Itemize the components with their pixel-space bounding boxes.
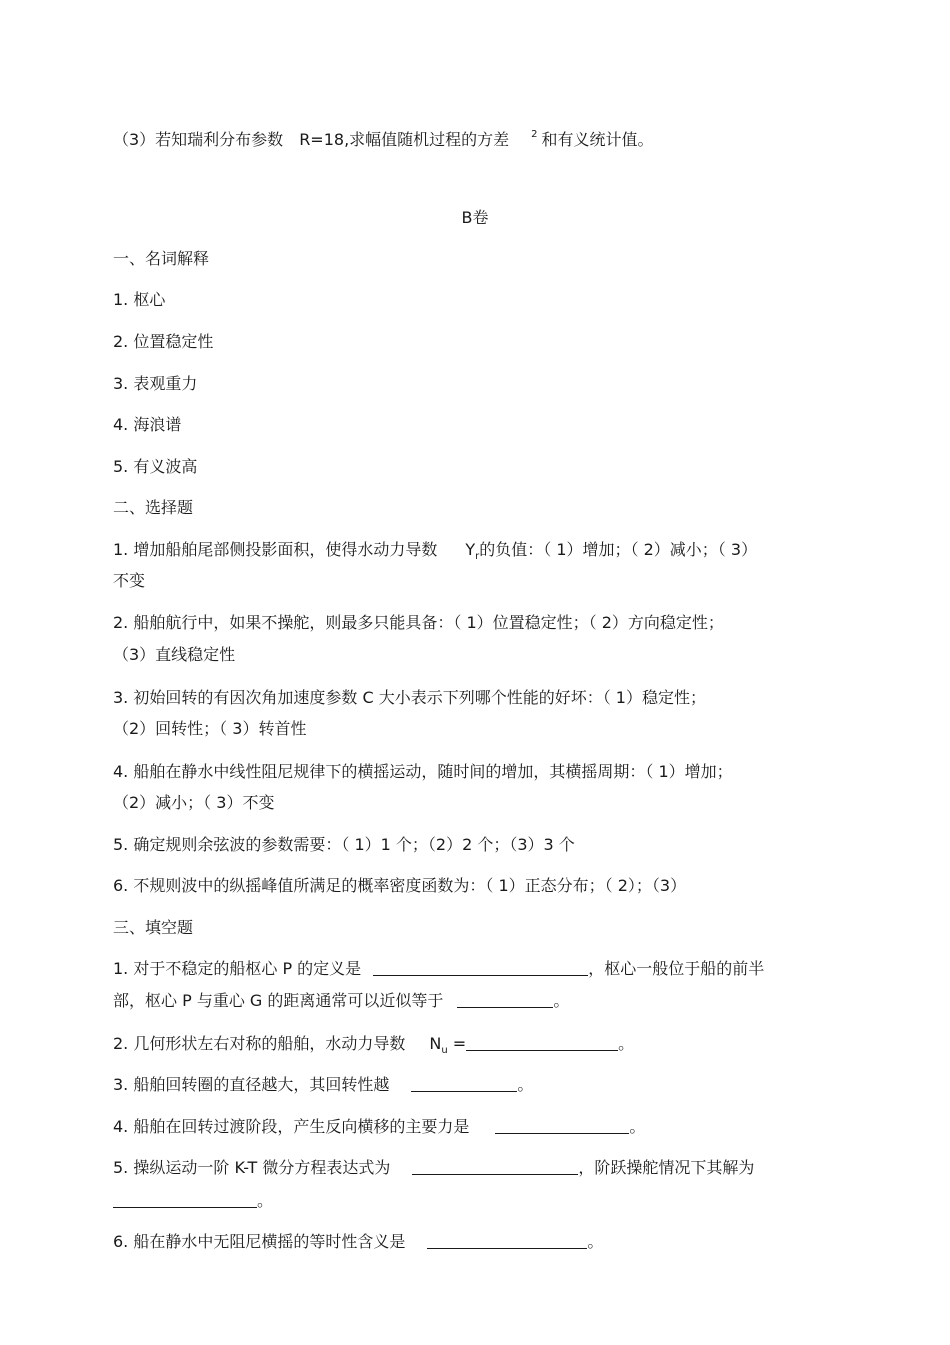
- section1-item-5: 5. 有义波高: [113, 457, 198, 476]
- section1-item-1: 1. 枢心: [113, 290, 166, 309]
- answer-blank[interactable]: [411, 1075, 517, 1092]
- top-question-prefix: （3）若知瑞利分布参数: [113, 130, 284, 149]
- fill-q2-pre: 2. 几何形状左右对称的船舶，水动力导数: [113, 1034, 406, 1053]
- answer-blank[interactable]: [495, 1117, 629, 1134]
- choice-q2-line1: 2. 船舶航行中，如果不操舵，则最多只能具备：（ 1）位置稳定性；（ 2）方向稳定性；: [113, 613, 724, 632]
- choice-q1-pre: 1. 增加船舶尾部侧投影面积，使得水动力导数: [113, 540, 438, 559]
- paper-title: B卷: [461, 208, 489, 227]
- fill-q4-end: 。: [629, 1117, 646, 1136]
- fill-q3: [113, 1075, 533, 1095]
- fill-q5-end: 。: [257, 1191, 274, 1210]
- fill-q1-line2: [113, 991, 569, 1011]
- answer-blank[interactable]: [466, 1034, 618, 1051]
- choice-q4-line1: 4. 船舶在静水中线性阻尼规律下的横摇运动，随时间的增加，其横摇周期：（ 1）增加；: [113, 762, 733, 781]
- fill-q4: [113, 1117, 645, 1137]
- fill-q5-pre: 5. 操纵运动一阶 K-T 微分方程表达式为: [113, 1158, 391, 1177]
- section3-heading: 三、填空题: [113, 918, 194, 937]
- fill-q6-end: 。: [587, 1232, 604, 1251]
- fill-q1-line1: [113, 959, 764, 979]
- section1-item-3: 3. 表观重力: [113, 374, 198, 393]
- answer-blank[interactable]: [412, 1158, 578, 1175]
- equals-sign: =: [447, 1034, 467, 1053]
- section2-heading: 二、选择题: [113, 498, 194, 517]
- fill-q5-line1: [113, 1158, 754, 1178]
- fill-q6-pre: 6. 船在静水中无阻尼横摇的等时性含义是: [113, 1232, 406, 1251]
- fill-q6: [113, 1232, 603, 1252]
- section1-heading: 一、名词解释: [113, 249, 210, 268]
- symbol-Y: Y: [465, 540, 476, 559]
- subscript-r: r: [475, 551, 480, 562]
- section1-item-4: 4. 海浪谱: [113, 415, 182, 434]
- choice-q2-line2: （3）直线稳定性: [113, 645, 236, 664]
- choice-q1-line1: [113, 540, 757, 567]
- choice-q4-line2: （2）减小；（ 3）不变: [113, 793, 275, 812]
- top-question: [113, 125, 654, 150]
- fill-q1-end: 。: [553, 991, 570, 1010]
- fill-q4-pre: 4. 船舶在回转过渡阶段，产生反向横移的主要力是: [113, 1117, 470, 1136]
- fill-q2-end: 。: [618, 1034, 635, 1053]
- top-question-middle: 求幅值随机过程的方差: [349, 130, 510, 149]
- answer-blank[interactable]: [427, 1232, 587, 1249]
- fill-q1-pre: 1. 对于不稳定的船枢心 P 的定义是: [113, 959, 362, 978]
- choice-q6: 6. 不规则波中的纵摇峰值所满足的概率密度函数为：（ 1）正态分布；（ 2）；（3）: [113, 876, 687, 895]
- choice-q3-line1: 3. 初始回转的有因次角加速度参数 C 大小表示下列哪个性能的好坏：（ 1）稳定性；: [113, 688, 706, 707]
- fill-q3-end: 。: [517, 1075, 534, 1094]
- choice-q5: 5. 确定规则余弦波的参数需要：（ 1）1 个；（2）2 个；（3）3 个: [113, 835, 575, 854]
- fill-q1-line2-pre: 部，枢心 P 与重心 G 的距离通常可以近似等于: [113, 991, 444, 1010]
- choice-q1-line2: 不变: [113, 571, 146, 590]
- choice-q3-line2: （2）回转性；（ 3）转首性: [113, 719, 307, 738]
- fill-q1-mid: ，枢心一般位于船的前半: [588, 959, 765, 978]
- subscript-u: u: [441, 1045, 448, 1056]
- symbol-Yr: [465, 540, 480, 562]
- fill-q3-pre: 3. 船舶回转圈的直径越大，其回转性越: [113, 1075, 390, 1094]
- section1-item-2: 2. 位置稳定性: [113, 332, 214, 351]
- fill-q2: [113, 1034, 634, 1061]
- fill-q5-mid: ，阶跃操舵情况下其解为: [578, 1158, 755, 1177]
- answer-blank[interactable]: [373, 959, 588, 976]
- top-question-suffix: 和有义统计值。: [541, 130, 654, 149]
- superscript-2: 2: [531, 129, 538, 140]
- answer-blank[interactable]: [113, 1191, 257, 1208]
- symbol-N: N: [429, 1034, 442, 1053]
- choice-q1-post: 的负值：（ 1）增加；（ 2）减小；（ 3）: [479, 540, 758, 559]
- fill-q5-line2: [113, 1191, 273, 1211]
- top-question-param: R=18,: [299, 130, 350, 149]
- answer-blank[interactable]: [457, 991, 553, 1008]
